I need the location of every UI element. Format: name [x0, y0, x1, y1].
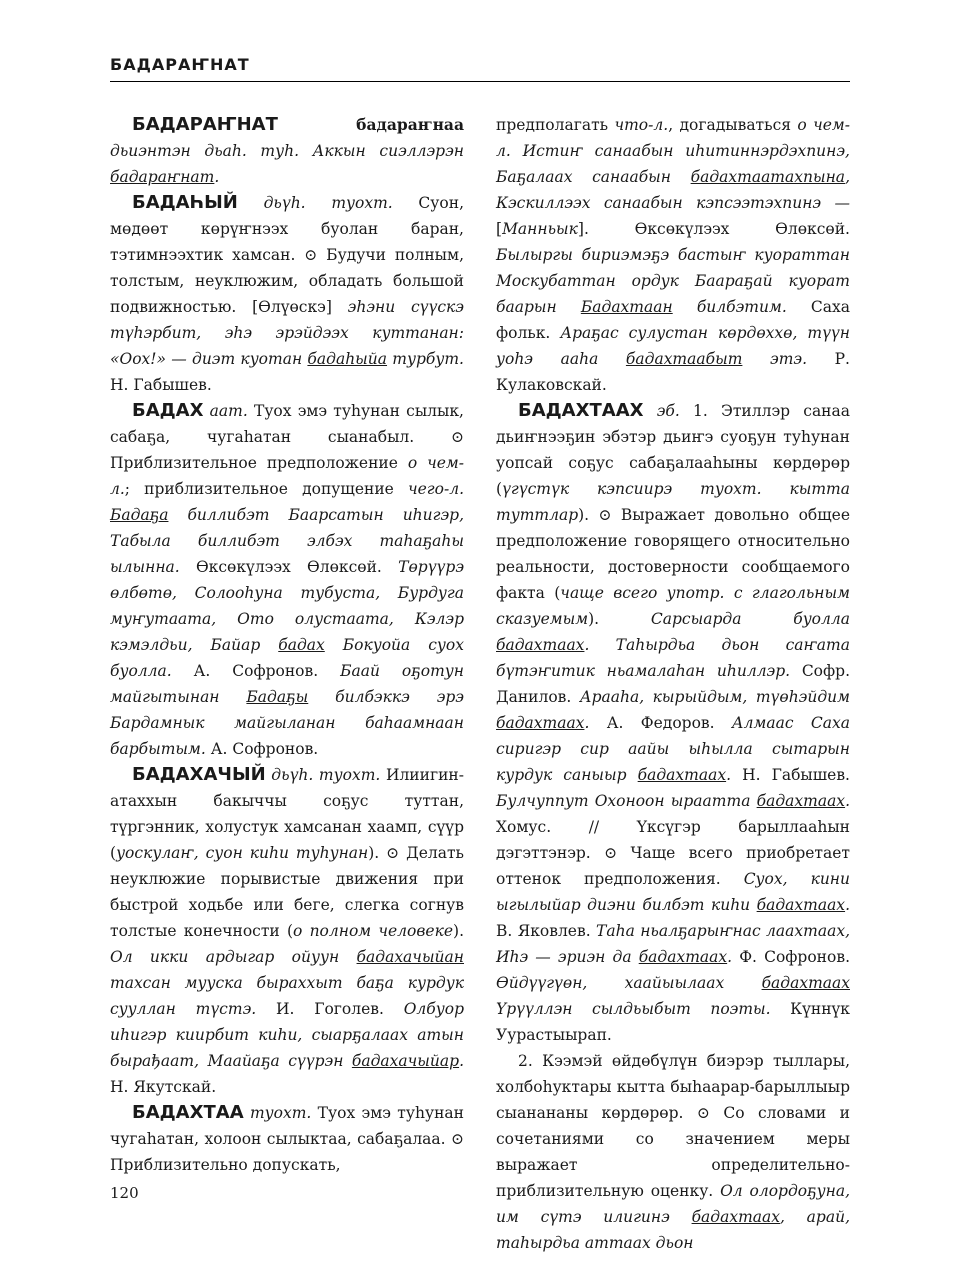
- entry-text: бадараҥнат: [110, 168, 215, 186]
- entry-text: бадахтаабыт: [625, 350, 743, 368]
- running-header-title: БАДАРАҤНАТ: [110, 55, 250, 74]
- entry-text: Истиҥ санаабын иһитиннэрдэхпинэ, Баҕалаах санаабын: [496, 142, 850, 186]
- entry-text: А. Софронов.: [171, 662, 341, 680]
- entry-text: Бокуойа суох буолла.: [110, 636, 464, 680]
- entry-text: ). ⊙ Выражает довольно общее предположение говорящего относительно реальности, достоверности сообщаемого факта (: [496, 506, 850, 602]
- entry-text: билбэтим.: [672, 298, 787, 316]
- entry-text: ).: [453, 922, 464, 940]
- left-column: [110, 112, 464, 1178]
- right-column: [496, 112, 850, 1256]
- entry-text: бадахтаах: [496, 714, 585, 732]
- dictionary-paragraph: [110, 112, 464, 190]
- entry-text: Алмаас Саха сиригэр сир аайы ыһылла сытарын курдук саныыр: [496, 714, 850, 784]
- entry-text: Бадаҕы: [246, 688, 309, 706]
- entry-text: Ол икки ардыгар ойуун: [110, 948, 357, 966]
- entry-text: Бадахтаан: [580, 298, 673, 316]
- entry-text: туохт.: [243, 1104, 312, 1122]
- entry-text: Туох эмэ туһунан сылык, сабаҕа, чугаһатан сыанабыл. ⊙ Приблизительное предположение: [110, 402, 464, 472]
- entry-text: эһэни сүүскэ түһэрбит, эһэ эрэйдээх куттанан: «Оох!» — диэт куотан: [110, 298, 464, 368]
- entry-text: Илиигин-атаххын бакыччы соҕус туттан, түргэнник, холустук хамсанан хаамп, сүүр (: [110, 766, 464, 862]
- entry-text: 2. Кээмэй өйдөбүлүн биэрэр тыллары, холбоһуктары кытта быһаарар-барыллыыр сыанананы көрдөрөр. ⊙ Со словами и сочетаниями со значением меры выражает определительно-приблизительную оценку.: [496, 1052, 850, 1200]
- dictionary-paragraph: [110, 762, 464, 1100]
- entry-text: Булчуппут Охоноон ыраатта: [496, 792, 757, 810]
- entry-text: .: [727, 948, 733, 966]
- dictionary-paragraph: [110, 190, 464, 398]
- entry-text: .: [726, 766, 732, 784]
- entry-text: .: [459, 1052, 464, 1070]
- entry-text: Р. Кулаковскай.: [496, 350, 850, 394]
- entry-text: А. Софронов.: [205, 740, 319, 758]
- dictionary-paragraph: [496, 112, 850, 398]
- entry-text: о чем-л.: [110, 454, 464, 498]
- entry-text: бадах: [278, 636, 325, 654]
- entry-text: .: [214, 168, 220, 186]
- entry-text: Софр. Данилов.: [496, 662, 850, 706]
- entry-text: дьүһ. туохт.: [265, 766, 381, 784]
- entry-text: чего-л.: [407, 480, 464, 498]
- entry-text: .: [584, 714, 590, 732]
- entry-text: Былыргы бириэмэҕэ бастыҥ куораттан Москубаттан ордук Баараҕай куорат баарын: [496, 246, 850, 316]
- entry-text: Ол олордоҕуна, им сүтэ илигинэ: [496, 1182, 851, 1226]
- entry-text: И. Гоголев.: [256, 1000, 404, 1018]
- entry-text: , арай, таһырдьа аттаах дьон: [496, 1208, 850, 1252]
- page-number: 120: [110, 1184, 139, 1202]
- entry-text: [278, 116, 356, 134]
- entry-text: аат.: [203, 402, 248, 420]
- entry-text: [511, 142, 523, 160]
- entry-text: о полном человеке: [293, 922, 454, 940]
- entry-text: .: [845, 792, 850, 810]
- entry-text: билбэккэ эрэ Бардамнык майгыланан баһаамнаан барбытым.: [110, 688, 464, 758]
- entry-text: Таһа ньалҕарыҥнас лаахтаах, Иһэ — эриэн да: [496, 922, 850, 966]
- headword: БАДАХ: [132, 400, 204, 421]
- entry-text: [: [496, 220, 503, 238]
- entry-text: .: [845, 896, 850, 914]
- entry-text: о чем-л.: [496, 116, 851, 160]
- headword: БАДАХАЧЫЙ: [132, 764, 266, 785]
- entry-text: бадахтаах: [761, 974, 850, 992]
- entry-text: бадахачыйар: [351, 1052, 460, 1070]
- headword: БАДАХТАА: [132, 1102, 244, 1123]
- dictionary-paragraph: [110, 398, 464, 762]
- entry-text: Сарсыарда буолла: [650, 610, 850, 628]
- entry-text: Төрүүрэ өлбөтө, Солооһуна тубуста, Бурдуга муҥутаата, Ото олустаата, Кэлэр кэмэлдьи, Байар: [110, 558, 464, 654]
- entry-text: бадахтаах: [637, 766, 727, 784]
- entry-text: Манньык: [502, 220, 578, 238]
- entry-text: предполагать: [496, 116, 615, 134]
- entry-text: Бадаҕа: [110, 506, 169, 524]
- entry-text: Н. Габышев.: [110, 376, 212, 394]
- entry-text: Н. Якутскай.: [110, 1078, 217, 1096]
- entry-text: эб.: [643, 402, 680, 420]
- entry-text: ]. Өксөкүлээх Өлөксөй.: [577, 220, 850, 238]
- entry-text: бадахтаатахпына: [690, 168, 846, 186]
- entry-text: биллибэт Баарсатын иһигэр, Табыла биллибэт элбэх таһаҕаһы ылынна.: [110, 506, 464, 576]
- dictionary-paragraph: [496, 1048, 850, 1256]
- entry-text: бадараҥнаа: [356, 115, 464, 134]
- entry-text: , догадываться: [668, 116, 798, 134]
- entry-text: , Кэскиллээх санаабын кэпсээтэхпинэ —: [496, 168, 850, 212]
- entry-text: бадахачыйан: [356, 948, 464, 966]
- entry-text: ). ⊙ Делать неуклюжие порывистые движения при быстрой ходьбе или беге, слегка согнув толстые конечности (: [110, 844, 464, 940]
- entry-text: Хомус. // Үксүгэр барыллааһын дэгэттэнэр. ⊙ Чаще всего приобретает оттенок предположения.: [496, 818, 850, 888]
- entry-text: дьүһ. туохт.: [237, 194, 393, 212]
- entry-text: бадахтаах: [638, 948, 728, 966]
- running-header: [110, 55, 850, 74]
- entry-text: ).: [588, 610, 651, 628]
- entry-text: бадаһыйа: [307, 350, 388, 368]
- entry-text: Олбуор иһигэр киирбит киһи, сыарҕалаах атын бырађаат, Маайаҕа сүүрэн: [110, 1000, 464, 1070]
- entry-text: ; приблизительное допущение: [124, 480, 408, 498]
- entry-text: Күннүк Уурастыырап.: [496, 1000, 850, 1044]
- entry-text: Өксөкүлээх Өлөксөй.: [179, 558, 399, 576]
- entry-text: турбут.: [387, 350, 464, 368]
- dictionary-paragraph: [496, 398, 850, 1048]
- entry-text: Арааһа, кырыйдым, түөһэйдим: [579, 688, 850, 706]
- entry-text: бадахтаах: [756, 792, 846, 810]
- entry-text: Саха фольк.: [496, 298, 850, 342]
- entry-text: Баай оҕотун майгытынан: [110, 662, 465, 706]
- dictionary-paragraph: [110, 1100, 464, 1178]
- entry-text: уоскулаҥ, суон киһи туһунан: [116, 844, 369, 862]
- entry-text: В. Яковлев.: [496, 922, 597, 940]
- entry-text: Өйдүүгүөн, хаайыылаах: [496, 974, 762, 992]
- headword: БАДАРАҤНАТ: [132, 114, 278, 135]
- entry-text: Н. Габышев.: [731, 766, 850, 784]
- entry-text: 1. Этиллэр санаа дьиҥнээҕин эбэтэр дьиҥэ суоҕун туһунан уопсай соҕус сабаҕалааһыны көрдөрөр (: [496, 402, 850, 498]
- entry-text: бадахтаах: [691, 1208, 780, 1226]
- entry-text: үгүстүк кэпсиирэ туохт. кытта туттлар: [496, 480, 850, 524]
- entry-text: Суон, мөдөөт көрүҥнээх буолан баран, тэтимнээхтик хамсан. ⊙ Будучи полным, толстым, неуклюжим, обладать большой подвижностью. [Өлүөскэ]: [110, 194, 465, 316]
- entry-text: дьиэнтэн дьаһ. туһ. Аккын сиэллэрэн: [110, 142, 464, 160]
- entry-text: Ф. Софронов.: [732, 948, 850, 966]
- entry-text: Араҕас сулустан көрдөххө, түүн уоһэ ааһа: [496, 324, 850, 368]
- entry-text: Туох эмэ туһунан чугаһатан, холоон сылыктаа, сабаҕалаа. ⊙ Приблизительно допускать,: [110, 1104, 464, 1174]
- entry-text: . Таһырдьа дьон саҥата бүтэҥитик ньамалаһан иһиллэр.: [496, 636, 850, 680]
- entry-text: этэ.: [742, 350, 808, 368]
- entry-text: бадахтаах: [496, 636, 585, 654]
- headword: БАДАХТААХ: [518, 400, 644, 421]
- entry-text: Үрүүллэн сылдьыбыт поэты.: [496, 1000, 771, 1018]
- entry-text: чаще всего употр. с глагольным сказуемым: [496, 584, 850, 628]
- entry-text: тахсан мууска быраххыт баҕа курдук сууллан түстэ.: [110, 974, 464, 1018]
- entry-text: что-л.: [614, 116, 669, 134]
- entry-text: А. Федоров.: [589, 714, 732, 732]
- entry-text: бадахтаах: [756, 896, 846, 914]
- header-rule: [110, 81, 850, 82]
- headword: БАДАҺЫЙ: [132, 192, 238, 213]
- entry-text: Суох, кини ыгылыйар диэни билбэт киһи: [496, 870, 851, 914]
